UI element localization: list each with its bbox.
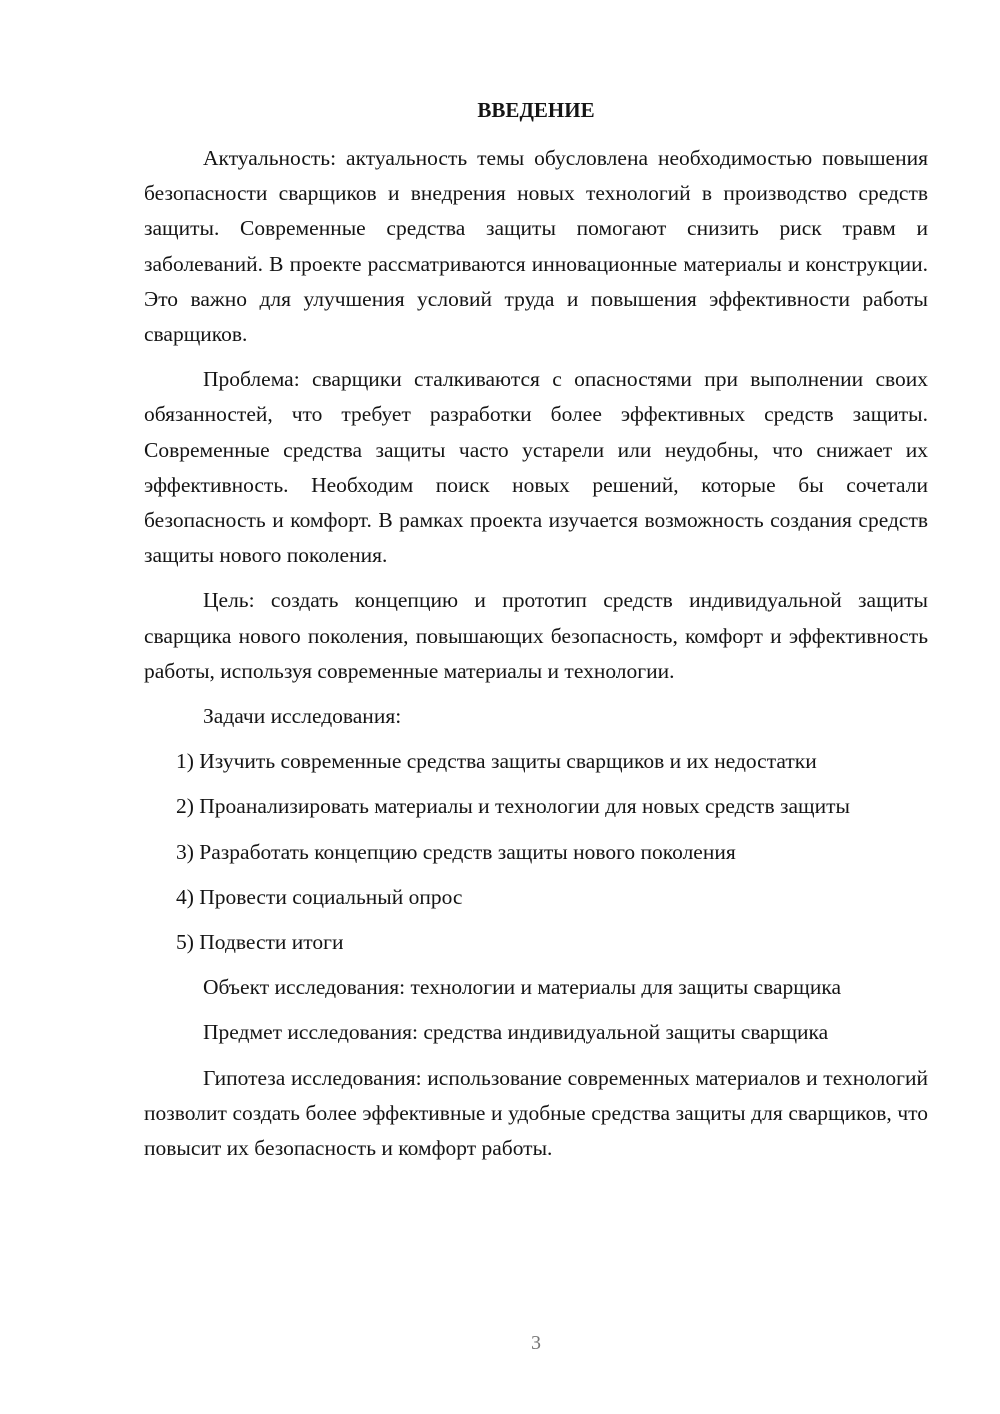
relevance-paragraph: Актуальность: актуальность темы обусловлена необходимостью повышения безопасности сварщиков и внедрения новых технологий в производство средств защиты. Современные средства защиты помогают снизить риск травм и заболеваний. В проекте рассматриваются инновационные материалы и конструкции. Это важно для улучшения условий труда и повышения эффективности работы сварщиков. xyxy=(144,146,928,347)
problem-paragraph: Проблема: сварщики сталкиваются с опасностями при выполнении своих обязанностей, что требует разработки более эффективных средств защиты. Современные средства защиты часто устарели или неудобны, что снижает их эффективность. Необходим поиск новых решений, которые бы сочетали безопасность и комфорт. В рамках проекта изучается возможность создания средств защиты нового поколения. xyxy=(144,367,928,568)
goal-paragraph: Цель: создать концепцию и прототип средств индивидуальной защиты сварщика нового поколения, повышающих безопасность, комфорт и эффективность работы, используя современные материалы и технологии. xyxy=(144,588,928,683)
document-body xyxy=(144,141,928,1176)
task-item: 1) Изучить современные средства защиты сварщиков и их недостатки xyxy=(176,749,817,774)
object-paragraph: Объект исследования: технологии и материалы для защиты сварщика xyxy=(203,975,841,1000)
page-title: ВВЕДЕНИЕ xyxy=(477,98,595,122)
subject-paragraph: Предмет исследования: средства индивидуальной защиты сварщика xyxy=(203,1020,829,1045)
task-item: 3) Разработать концепцию средств защиты нового поколения xyxy=(176,839,736,864)
task-item: 5) Подвести итоги xyxy=(176,930,344,955)
task-item: 2) Проанализировать материалы и технологии для новых средств защиты xyxy=(176,794,850,819)
hypothesis-paragraph: Гипотеза исследования: использование современных материалов и технологий позволит создать более эффективные и удобные средства защиты для сварщиков, что повысит их безопасность и комфорт работы. xyxy=(144,1065,928,1161)
tasks-heading: Задачи исследования: xyxy=(203,704,402,729)
page-number: 3 xyxy=(531,1332,541,1354)
task-item: 4) Провести социальный опрос xyxy=(176,884,463,909)
